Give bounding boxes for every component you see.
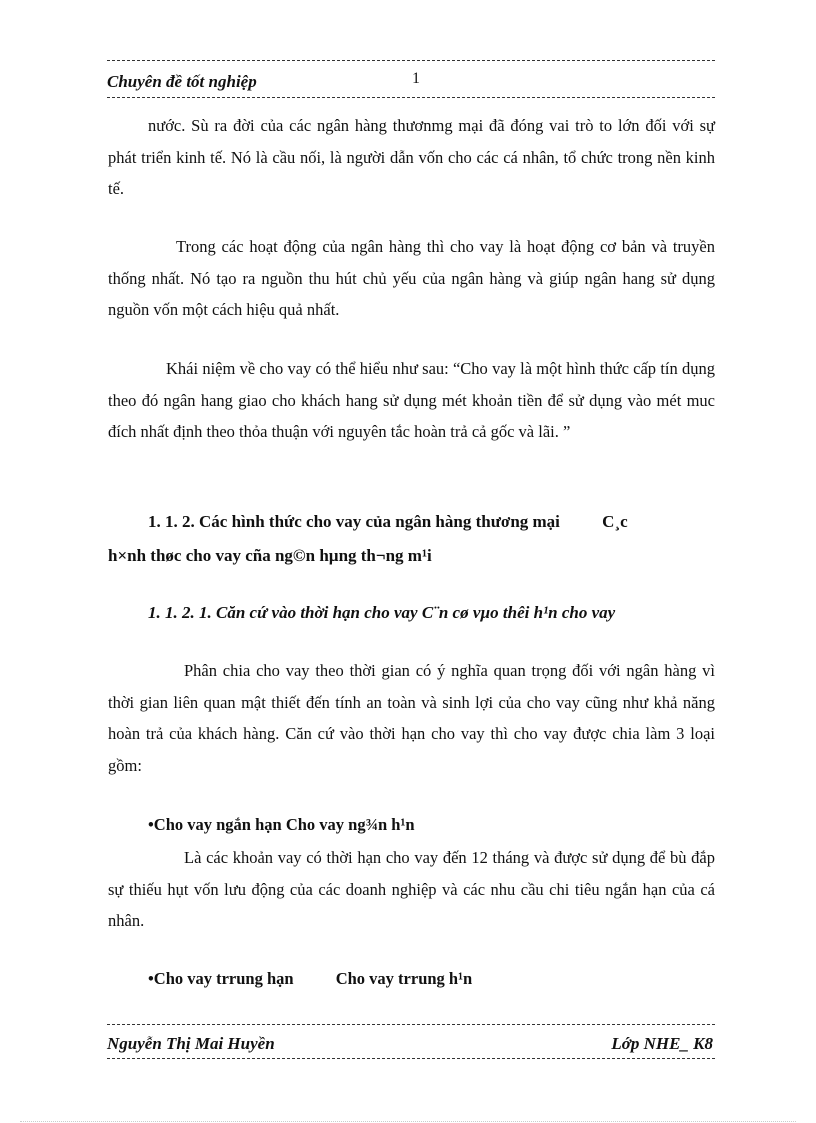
header-title: Chuyên đề tốt nghiệp xyxy=(107,72,257,91)
bullet-medium-term-text: •Cho vay trrung hạn xyxy=(148,969,294,988)
page-number: 1 xyxy=(412,70,420,87)
paragraph-3: Khái niệm về cho vay có thể hiểu như sau: “Cho vay là một hình thức cấp tín dụng theo đó ngân hang giao cho khách hang sử dụng mét khoản tiền để sử dụng vào mét muc đích nhất định theo thỏa thuận với nguyên tắc hoàn trả cả gốc và lãi. ” xyxy=(108,359,715,441)
section-heading-1-garbled-a: C¸c xyxy=(602,512,628,531)
section-heading-1-text: 1. 1. 2. Các hình thức cho vay của ngân hàng thương mại xyxy=(148,512,560,531)
section-heading-1-cont: h×nh thøc cho vay cña ng©n hµng th¬ng m¹i xyxy=(108,546,432,565)
section-heading-2: 1. 1. 2. 1. Căn cứ vào thời hạn cho vay C¨n cø vµo thêi h¹n cho vay xyxy=(148,603,616,622)
bullet-short-term: •Cho vay ngắn hạn Cho vay ng¾n h¹n xyxy=(148,815,415,834)
bullet-medium-term-garbled: Cho vay trrung h¹n xyxy=(335,969,473,988)
paragraph-4: Phân chia cho vay theo thời gian có ý nghĩa quan trọng đối với ngân hàng vì thời gian liên quan mật thiết đến tính an toàn và sinh lợi của cho vay cũng như khả năng hoàn trả của khách hàng. Căn cứ vào thời hạn cho vay thì cho vay được chia làm 3 loại gồm: xyxy=(108,661,715,775)
paragraph-5: Là các khoản vay có thời hạn cho vay đến 12 tháng và được sử dụng để bù đắp sự thiếu hụt vốn lưu động của các doanh nghiệp và các nhu cầu chi tiêu ngắn hạn của cá nhân. xyxy=(108,848,715,930)
footer-author: Nguyễn Thị Mai Huyền xyxy=(107,1034,275,1053)
header-bottom-rule xyxy=(107,97,715,98)
footer-class: Lớp NHE_ K8 xyxy=(611,1034,713,1053)
footer-top-rule xyxy=(107,1024,715,1025)
footer-bottom-rule xyxy=(107,1058,715,1059)
paragraph-2: Trong các hoạt động của ngân hàng thì cho vay là hoạt động cơ bản và truyền thống nhất. Nó tạo ra nguồn thu hút chủ yếu của ngân hàng và giúp ngân hang sử dụng nguồn vốn một cách hiệu quả nhất. xyxy=(108,237,715,319)
section-heading-1 xyxy=(148,512,628,532)
paragraph-1: nước. Sù ra đời của các ngân hàng thươnmg mại đã đóng vai trò to lớn đối với sự phát triển kinh tế. Nó là cầu nối, là người dẫn vốn cho các cá nhân, tổ chức trong nền kinh tế. xyxy=(108,116,715,198)
page-edge-dots xyxy=(20,1121,796,1122)
bullet-medium-term xyxy=(148,969,472,989)
header-top-rule xyxy=(107,60,715,61)
